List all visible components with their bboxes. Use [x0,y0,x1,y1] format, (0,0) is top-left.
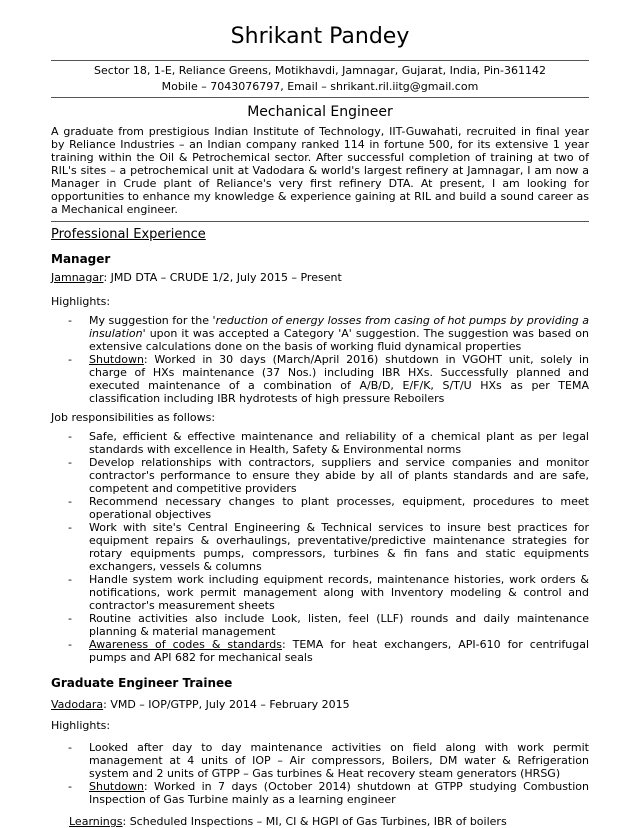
summary-rule [51,221,589,222]
trainee-highlights-list [51,741,589,806]
trainee-location: Vadodara [51,698,104,711]
list-item: - Shutdown: Worked in 30 days (March/April 2016) shutdown in VGOHT unit, solely in charge of HXs maintenance (37 Nos.) including IBR HXs. Successfully planned and executed maintenance of a combination of A/B/D, E/F/K, S/T/U HXs as per TEMA classification including IBR hydrotests of high pressure Reboilers [51,353,589,405]
list-item: - Routine activities also include Look, listen, feel (LLF) rounds and daily maintenance planning & material management [51,612,589,638]
contact-line: Mobile – 7043076797, Email – shrikant.ril.iitg@gmail.com [161,80,479,93]
responsibilities-label: Job responsibilities as follows: [51,411,216,424]
section-heading-experience: Professional Experience [51,227,206,242]
list-item: - Awareness of codes & standards: TEMA for heat exchangers, API-610 for centrifugal pumps and API 682 for mechanical seals [51,638,589,664]
trainee-details: : VMD – IOP/GTPP, July 2014 – February 2015 [103,698,350,711]
trainee-location-line [51,698,589,711]
list-item: - My suggestion for the 'reduction of energy losses from casing of hot pumps by providing a insulation' upon it was accepted a Category 'A' suggestion. The suggestion was based on extensive calculations done on the basis of working fluid dynamical properties [51,314,589,353]
manager-location: Jamnagar [51,271,104,284]
job-title: Mechanical Engineer [247,104,393,120]
trainee-highlights-label: Highlights: [51,719,111,732]
summary-paragraph: A graduate from prestigious Indian Institute of Technology, IIT-Guwahati, recruited in final year by Reliance Industries – an Indian company ranked 114 in fortune 500, for its extensive 1 year training within the Oil & Petrochemical sector. After successful completion of training at two of RIL's sites – a petrochemical unit at Vadodara & world's largest refinery at Jamnagar, I am now a Manager in Crude plant of Reliance's very first refinery DTA. At present, I am looking for opportunities to enhance my knowledge & experience gaining at RIL and build a sound career as a Mechanical engineer. [51,125,589,216]
manager-location-line [51,271,589,284]
address-line: Sector 18, 1-E, Reliance Greens, Motikhavdi, Jamnagar, Gujarat, India, Pin-361142 [94,64,546,77]
contact-block [51,61,589,97]
list-item: - Recommend necessary changes to plant processes, equipment, procedures to meet operational objectives [51,495,589,521]
manager-details: : JMD DTA – CRUDE 1/2, July 2015 – Present [103,271,342,284]
candidate-name: Shrikant Pandey [230,24,410,49]
learnings-line: Learnings: Scheduled Inspections – MI, CI & HGPI of Gas Turbines, IBR of boilers [69,815,507,828]
list-item: - Handle system work including equipment records, maintenance histories, work orders & notifications, work permit management along with Inventory modeling & control and contractor's measurement sheets [51,573,589,612]
header-rule-bottom [51,97,589,98]
list-item: - Shutdown: Worked in 7 days (October 2014) shutdown at GTPP studying Combustion Inspection of Gas Turbine mainly as a learning engineer [51,780,589,806]
role-graduate-engineer-trainee: Graduate Engineer Trainee [51,676,233,690]
list-item: - Develop relationships with contractors, suppliers and service companies and monitor contractor's performance to ensure they abide by all of plants standards and are safe, competent and competitive providers [51,456,589,495]
italic-text: reduction of energy losses from casing of hot pumps by providing a insulation [89,314,589,340]
list-item: - Safe, efficient & effective maintenance and reliability of a chemical plant as per legal standards with excellence in Health, Safety & Environmental norms [51,430,589,456]
list-item: - Looked after day to day maintenance activities on field along with work permit management at 4 units of IOP – Air compressors, Boilers, DM water & Refrigeration system and 2 units of GTPP – Gas turbines & Heat recovery steam generators (HRSG) [51,741,589,780]
role-manager: Manager [51,252,111,266]
manager-highlights-label: Highlights: [51,295,111,308]
manager-highlights-list [51,314,589,405]
list-item: - Work with site's Central Engineering & Technical services to insure best practices for equipment repairs & overhaulings, preventative/predictive maintenance strategies for rotary equipments pumps, compressors, turbines & fin fans and static equipments exchangers, vessels & columns [51,521,589,573]
responsibilities-list [51,430,589,664]
